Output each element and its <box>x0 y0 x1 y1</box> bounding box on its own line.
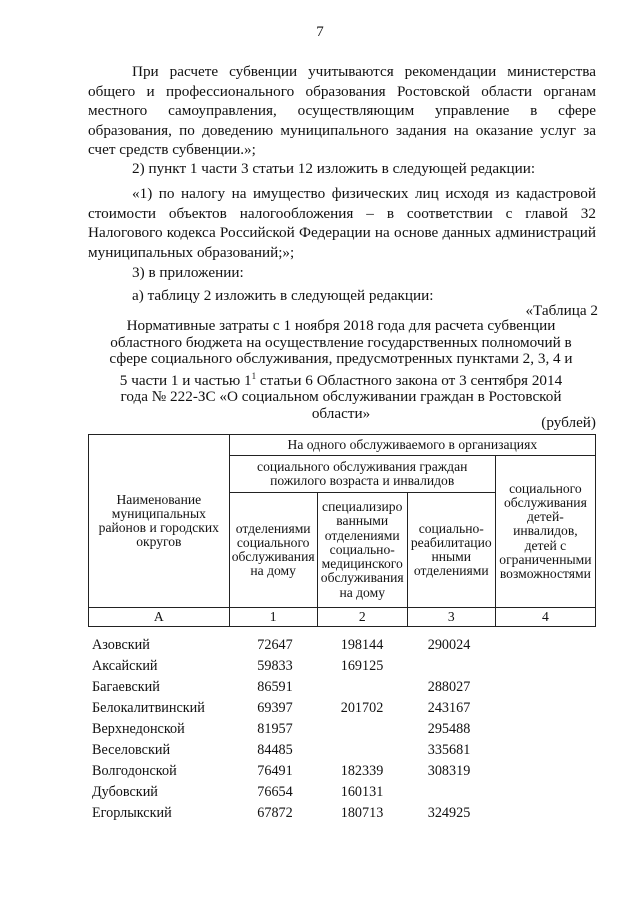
table-row <box>88 637 596 658</box>
row-col3: 335681 <box>427 742 471 758</box>
row-col3: 290024 <box>427 637 471 653</box>
table-body <box>88 637 596 826</box>
row-name: Волгодонской <box>92 763 177 779</box>
table-row <box>88 700 596 721</box>
row-name: Белокалитвинский <box>92 700 205 716</box>
row-col3: 308319 <box>427 763 471 779</box>
item-3: 3) в приложении: <box>132 264 244 281</box>
row-col1: 72647 <box>257 637 293 653</box>
header-col3: социально-реабилитационными отделениями <box>407 493 495 608</box>
row-col1: 76654 <box>257 784 293 800</box>
row-col1: 69397 <box>257 700 293 716</box>
table-title-part1: Нормативные затраты с 1 ноября 2018 года для расчета субвенции областного бюджета на осуществление государственных полномочий в сфере социального обслуживания, предусмотренных пунктами 2, 3, 4 и 5 части 1 и частью 1 <box>109 317 573 389</box>
table-title-sup: 1 <box>251 370 257 381</box>
table-title-part2: статьи 6 Областного закона от 3 сентября 2014 года № 222-ЗС «О социальном обслуживании граждан в Ростовской области» <box>120 371 563 423</box>
table-label: «Таблица 2 <box>525 302 598 319</box>
header-index-2: 2 <box>317 608 407 627</box>
row-name: Дубовский <box>92 784 158 800</box>
row-col2: 180713 <box>340 805 384 821</box>
row-col2: 182339 <box>340 763 384 779</box>
row-name: Аксайский <box>92 658 158 674</box>
item-2: 2) пункт 1 части 3 статьи 12 изложить в следующей редакции: <box>132 160 536 177</box>
header-col4: социального обслуживания детей-инвалидов, детей с ограниченными возможностями <box>495 456 595 608</box>
row-col1: 84485 <box>257 742 293 758</box>
row-name: Веселовский <box>92 742 171 758</box>
header-index-4: 4 <box>495 608 595 627</box>
row-col2: 160131 <box>340 784 384 800</box>
table-row <box>88 679 596 700</box>
row-name: Багаевский <box>92 679 160 695</box>
item-3a: а) таблицу 2 изложить в следующей редакции: <box>132 287 434 304</box>
table-row <box>88 805 596 826</box>
table-row <box>88 742 596 763</box>
row-col2: 169125 <box>340 658 384 674</box>
table-title <box>106 318 576 423</box>
row-col3: 324925 <box>427 805 471 821</box>
row-col3: 288027 <box>427 679 471 695</box>
row-col1: 86591 <box>257 679 293 695</box>
header-col1: отделениями социального обслуживания на дому <box>229 493 317 608</box>
header-index-1: 1 <box>229 608 317 627</box>
table-row <box>88 658 596 679</box>
table-row <box>88 721 596 742</box>
row-col3: 295488 <box>427 721 471 737</box>
row-col1: 67872 <box>257 805 293 821</box>
header-top-group: На одного обслуживаемого в организациях <box>229 435 595 456</box>
norms-table-header <box>88 434 596 627</box>
header-index-3: 3 <box>407 608 495 627</box>
header-name-column: Наименование муниципальных районов и городских округов <box>89 435 230 608</box>
table-row <box>88 784 596 805</box>
paragraph-subvention: При расчете субвенции учитываются рекомендации министерства общего и профессионального образования Ростовской области органам местного самоуправления, осуществляющим управление в сфере образования, по доведению муниципального задания на оказание услуг за счет средств субвенции.»; <box>88 63 596 158</box>
units-label: (рублей) <box>541 414 596 431</box>
page-number: 7 <box>316 24 324 40</box>
row-col1: 59833 <box>257 658 293 674</box>
row-name: Егорлыкский <box>92 805 172 821</box>
row-name: Верхнедонской <box>92 721 185 737</box>
row-col1: 81957 <box>257 721 293 737</box>
header-index-a: А <box>89 608 230 627</box>
quote-tax: «1) по налогу на имущество физических лиц исходя из кадастровой стоимости объектов налогообложения – в соответствии с главой 32 Налогового кодекса Российской Федерации на основе данных администраций муниципальных образований;»; <box>88 185 596 261</box>
row-col2: 198144 <box>340 637 384 653</box>
row-col2: 201702 <box>340 700 384 716</box>
row-col1: 76491 <box>257 763 293 779</box>
header-col2: специализированными отделениями социально-медицинского обслуживания на дому <box>317 493 407 608</box>
table-row <box>88 763 596 784</box>
row-name: Азовский <box>92 637 150 653</box>
header-sub-group: социального обслуживания граждан пожилого возраста и инвалидов <box>229 456 495 493</box>
row-col3: 243167 <box>427 700 471 716</box>
